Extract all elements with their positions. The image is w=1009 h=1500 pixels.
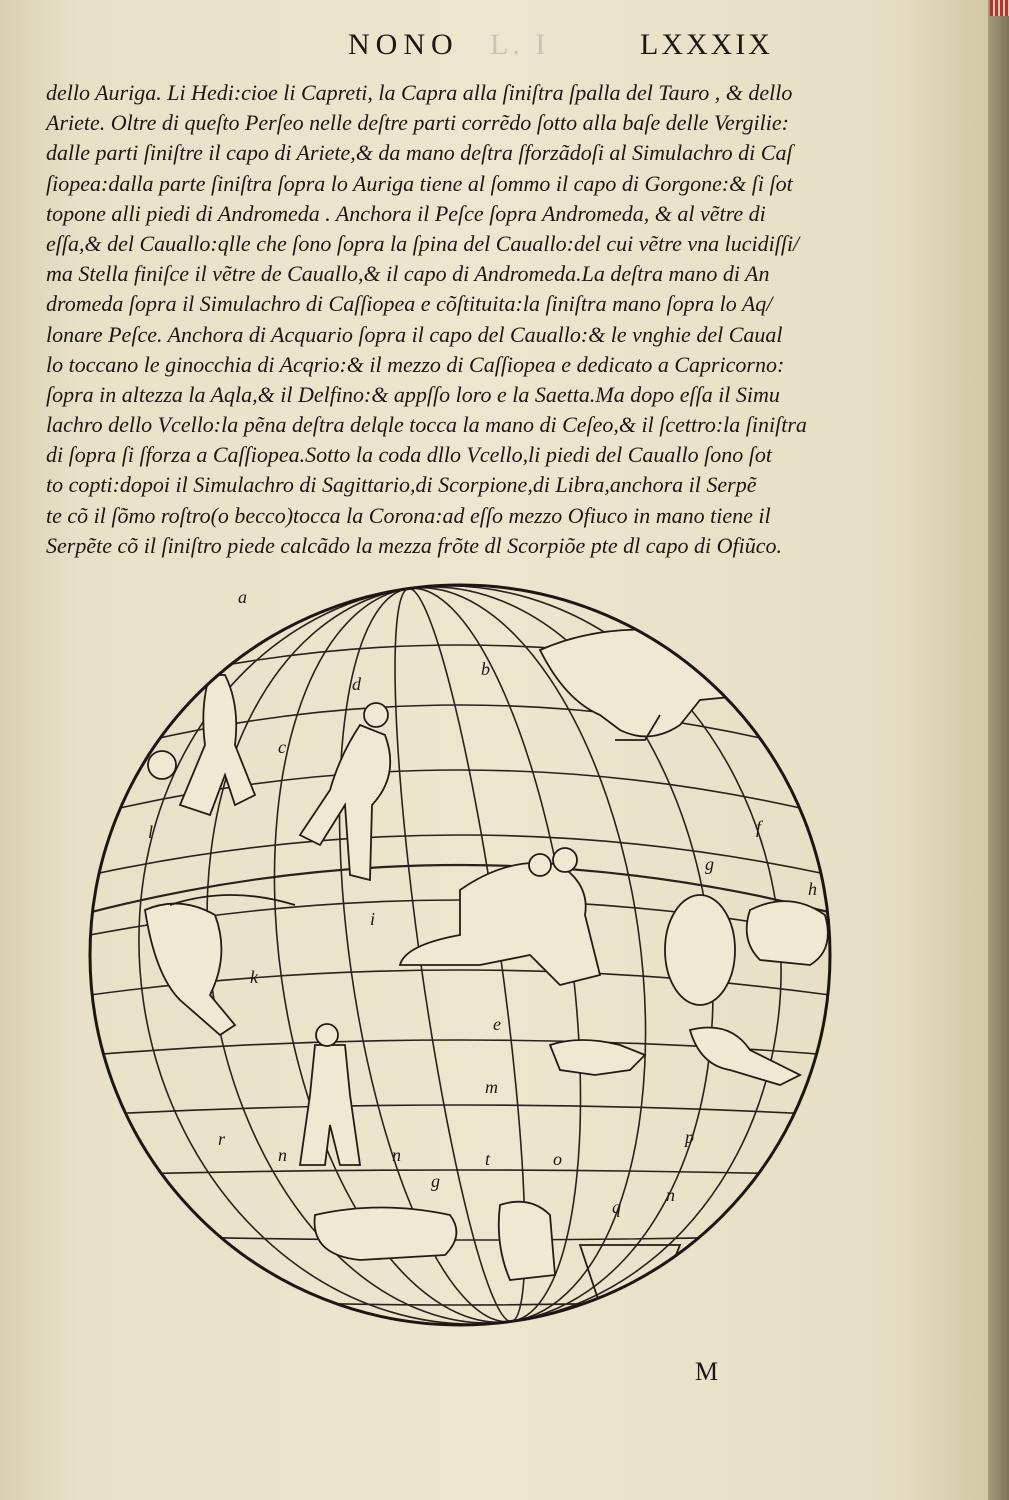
text-line: dromeda ſopra il Simulachro di Caſſiopea e cõſtituita:la ſiniſtra mano ſopra lo Aq/: [46, 291, 773, 317]
page-edge: [988, 0, 1009, 1500]
body-text: [46, 78, 846, 561]
figure-letter: l: [148, 822, 154, 842]
text-line: Serpẽte cõ il ſiniſtro piede calcãdo la mezza frõte dl Scorpiõe pte dl capo di Ofiũco.: [46, 532, 783, 558]
text-line: dalle parti ſiniſtre il capo di Ariete,& da mano deſtra ſforzãdoſi al Simulachro di Caſ: [46, 140, 793, 166]
text-line: ſopra in altezza la Aqla,& il Delfino:& appſſo loro e la Saetta.Ma dopo eſſa il Simu: [46, 381, 780, 407]
figure-letter: t: [485, 1149, 491, 1169]
text-line: Ariete. Oltre di queſto Perſeo nelle deſtre parti corrẽdo ſotto alla baſe delle Vergilie:: [46, 110, 789, 136]
text-line: ma Stella finiſce il vẽtre de Cauallo,& il capo di Andromeda.La deſtra mano di An: [46, 261, 770, 287]
text-line: lonare Peſce. Anchora di Acquario ſopra il capo del Cauallo:& le vnghie del Caual: [46, 321, 783, 347]
folio-number: LXXXIX: [640, 28, 773, 61]
figure-letter: n: [278, 1145, 287, 1165]
text-line: topone alli piedi di Andromeda . Anchora il Peſce ſopra Andromeda, & al vẽtre di: [46, 200, 766, 226]
figure-letter: n: [392, 1145, 401, 1165]
text-line: to copti:dopoi il Simulachro di Sagittario,di Scorpione,di Libra,anchora il Serpẽ: [46, 472, 757, 498]
figure-letter: b: [481, 659, 490, 679]
figure-letter: m: [485, 1077, 498, 1097]
figure-letter: d: [352, 674, 361, 694]
running-head-chapter: NONO: [348, 28, 459, 61]
figure-letter: g: [431, 1171, 440, 1191]
bleed-through-header: L. I: [490, 28, 550, 61]
figure-letter: q: [612, 1197, 621, 1217]
figure-letter: k: [250, 967, 258, 987]
figure-letter: r: [218, 1129, 226, 1149]
figure-letter: p: [685, 1127, 694, 1147]
text-line: eſſa,& del Cauallo:qlle che ſono ſopra la ſpina del Cauallo:del cui vẽtre vna lucidiſſi/: [46, 230, 800, 256]
celestial-globe-woodcut: [60, 555, 860, 1355]
text-line: ſiopea:dalla parte ſiniſtra ſopra lo Auriga tiene al ſommo il capo di Gorgone:& ſi ſot: [46, 170, 793, 196]
text-line: di ſopra ſi ſforza a Caſſiopea.Sotto la coda dllo Vcello,li piedi del Cauallo ſono ſot: [46, 442, 772, 468]
signature-mark: M: [695, 1357, 719, 1386]
text-line: te cõ il ſõmo roſtro(o becco)tocca la Corona:ad eſſo mezzo Ofiuco in mano tiene il: [46, 502, 771, 528]
figure-letter: i: [370, 909, 376, 929]
text-line: lachro dello Vcello:la pẽna deſtra delqle tocca la mano di Ceſeo,& il ſcettro:la ſiniſtra: [46, 412, 807, 438]
figure-letter: c: [278, 737, 286, 757]
text-line: dello Auriga. Li Hedi:cioe li Capreti, la Capra alla ſiniſtra ſpalla del Tauro , & dello: [46, 80, 793, 105]
figure-letter: f: [756, 817, 762, 837]
figure-letter: a: [238, 587, 247, 607]
figure-letter: o: [553, 1149, 562, 1169]
figure-letter: h: [808, 879, 817, 899]
figure-letter: g: [705, 854, 714, 874]
bookmark-ribbon: [990, 0, 1009, 16]
figure-letter: n: [666, 1185, 675, 1205]
figure-letter: e: [493, 1014, 501, 1034]
text-line: lo toccano le ginocchia di Acqrio:& il mezzo di Caſſiopea e dedicato a Capricorno:: [46, 351, 785, 377]
